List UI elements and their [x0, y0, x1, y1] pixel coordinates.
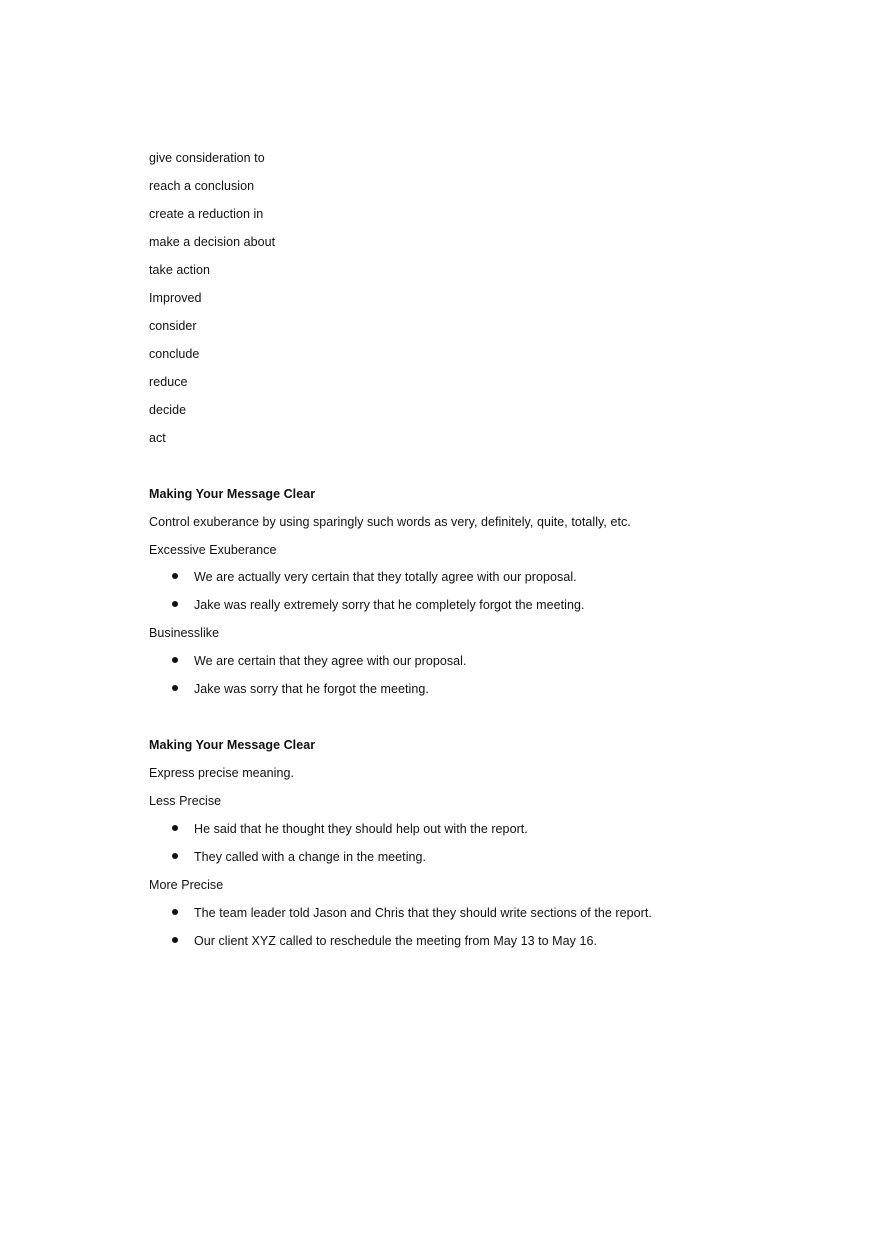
group-label: Less Precise — [149, 794, 222, 808]
bullet-marker — [172, 909, 178, 915]
bullet-marker — [172, 657, 178, 663]
bullet-item: We are actually very certain that they totally agree with our proposal. — [194, 570, 577, 584]
section-intro: Control exuberance by using sparingly such words as very, definitely, quite, totally, etc. — [149, 515, 631, 529]
bullet-marker — [172, 853, 178, 859]
wordy-phrase: make a decision about — [149, 235, 276, 249]
section-intro: Express precise meaning. — [149, 766, 295, 780]
improved-label: Improved — [149, 291, 202, 305]
section-heading: Making Your Message Clear — [149, 738, 316, 752]
bullet-marker — [172, 685, 178, 691]
bullet-item: We are certain that they agree with our proposal. — [194, 654, 467, 668]
group-label: More Precise — [149, 878, 224, 892]
wordy-phrase: take action — [149, 263, 211, 277]
improved-phrase: act — [149, 431, 166, 445]
bullet-marker — [172, 825, 178, 831]
group-label: Excessive Exuberance — [149, 543, 277, 557]
bullet-marker — [172, 601, 178, 607]
bullet-item: Jake was sorry that he forgot the meeting. — [194, 682, 429, 696]
section-heading: Making Your Message Clear — [149, 487, 316, 501]
wordy-phrase: create a reduction in — [149, 207, 264, 221]
bullet-marker — [172, 937, 178, 943]
bullet-item: The team leader told Jason and Chris that they should write sections of the report. — [194, 906, 652, 920]
wordy-phrase: give consideration to — [149, 151, 265, 165]
bullet-item: Jake was really extremely sorry that he completely forgot the meeting. — [194, 598, 585, 612]
wordy-phrase: reach a conclusion — [149, 179, 255, 193]
bullet-item: Our client XYZ called to reschedule the meeting from May 13 to May 16. — [194, 934, 597, 948]
bullet-marker — [172, 573, 178, 579]
bullet-item: He said that he thought they should help out with the report. — [194, 822, 528, 836]
bullet-item: They called with a change in the meeting. — [194, 850, 427, 864]
group-label: Businesslike — [149, 626, 220, 640]
improved-phrase: decide — [149, 403, 187, 417]
improved-phrase: consider — [149, 319, 197, 333]
improved-phrase: conclude — [149, 347, 200, 361]
improved-phrase: reduce — [149, 375, 188, 389]
